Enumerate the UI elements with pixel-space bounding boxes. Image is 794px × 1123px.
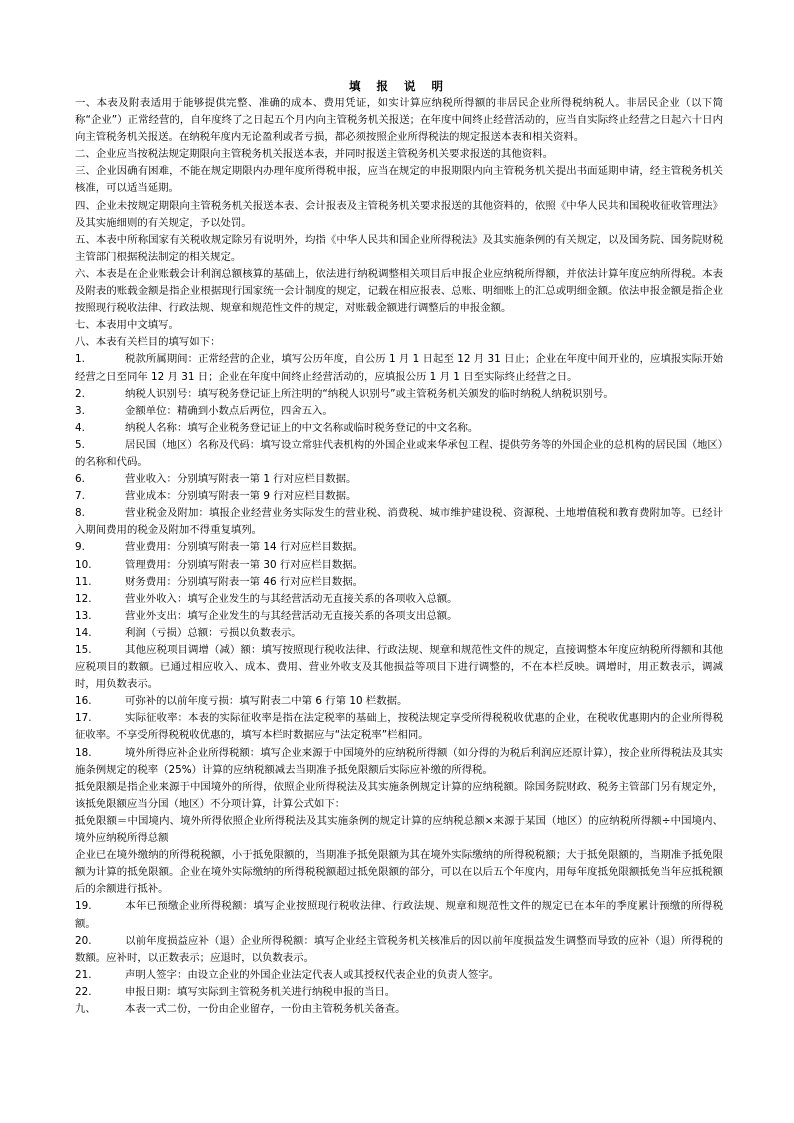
item-text: 本年已预缴企业所得税额：填写企业按照现行税收法律、行政法规、规章和规范性文件的规定已在本年的季度累计预缴的所得税额。 (75, 900, 723, 930)
list-item (75, 625, 723, 642)
item-number: 5. (75, 438, 85, 451)
intro-paragraph: 七、本表用中文填写。 (75, 319, 179, 332)
item-number: 7. (75, 490, 85, 503)
intro-paragraph: 四、企业未按规定期限向主管税务机关报送本表、会计报表及主管税务机关要求报送的其他资料的，依照《中华人民共和国税收征收管理法》及其实施细则的有关规定，予以处罚。 (75, 199, 723, 229)
list-item (75, 591, 723, 608)
item-text: 纳税人识别号：填写税务登记证上所注明的“纳税人识别号”或主管税务机关颁发的临时纳税人纳税识别号。 (125, 387, 614, 400)
item-text: 其他应税项目调增（减）额：填写按照现行税收法律、行政法规、规章和规范性文件的规定，直接调整本年度应纳税所得额和其他应税项目的数额。已通过相应收入、成本、费用、营业外收支及其他损益等项目下进行调整的，不在本栏反映。调增时，用正数表示，调减时，用负数表示。 (75, 644, 723, 691)
instructions-page (75, 78, 723, 1018)
item-text: 财务费用：分别填写附表一第 46 行对应栏目数据。 (125, 575, 364, 588)
section-nine-text: 本表一式二份，一份由企业留存，一份由主管税务机关备查。 (125, 1002, 406, 1015)
item-text: 营业税金及附加：填报企业经营业务实际发生的营业税、消费税、城市维护建设税、资源税、土地增值税和教育费附加等。已经计入期间费用的税金及附加不得重复填列。 (75, 507, 723, 537)
credit-paragraph: 抵免限额是指企业来源于中国境外的所得，依照企业所得税法及其实施条例规定计算的应纳税额。除国务院财政、税务主管部门另有规定外，该抵免限额应当分国（地区）不分项计算，计算公式如下： (75, 780, 723, 810)
item-number: 11. (75, 575, 92, 588)
item-text: 营业外支出：填写企业发生的与其经营活动无直接关系的各项支出总额。 (125, 609, 458, 622)
list-item (75, 557, 723, 574)
list-item (75, 471, 723, 488)
list-item (75, 745, 723, 779)
item-text: 居民国（地区）名称及代码：填写设立常驻代表机构的外国企业或来华承包工程、提供劳务等的外国企业的总机构的居民国（地区）的名称和代码。 (75, 438, 723, 468)
items-section (75, 351, 723, 778)
item-text: 声明人签字：由设立企业的外国企业法定代表人或其授权代表企业的负责人签字。 (125, 968, 500, 981)
item-number: 10. (75, 558, 92, 571)
list-item (75, 693, 723, 710)
list-item (75, 488, 723, 505)
list-item (75, 608, 723, 625)
item-number: 13. (75, 609, 92, 622)
item-text: 以前年度损益应补（退）企业所得税额：填写企业经主管税务机关核准后的因以前年度损益发生调整而导致的应补（退）所得税的数额。应补时，以正数表示；应退时，以负数表示。 (75, 934, 723, 964)
intro-paragraph: 二、企业应当按税法规定期限向主管税务机关报送本表，并同时报送主管税务机关要求报送的其他资料。 (75, 148, 553, 161)
item-text: 营业费用：分别填写附表一第 14 行对应栏目数据。 (125, 541, 364, 554)
intro-paragraph: 六、本表是在企业账载会计利润总额核算的基础上，依法进行纳税调整相关项目后申报企业应纳税所得额，并依法计算年度应纳所得税。本表及附表的账载金额是指企业根据现行国家统一会计制度的规定，记载在相应报表、总账、明细账上的汇总或明细金额。依法申报金额是指企业按照现行税收法律、行政法规、规章和规范性文件的规定，对账载金额进行调整后的申报金额。 (75, 267, 723, 315)
list-item (75, 539, 723, 556)
list-item (75, 984, 723, 1001)
list-item (75, 505, 723, 539)
item-number: 22. (75, 985, 92, 998)
item-number: 21. (75, 968, 92, 981)
item-number: 12. (75, 592, 92, 605)
list-item (75, 642, 723, 693)
item-number: 19. (75, 900, 92, 913)
list-item (75, 386, 723, 403)
item-text: 营业成本：分别填写附表一第 9 行对应栏目数据。 (125, 490, 357, 503)
item-number: 17. (75, 712, 92, 725)
item-number: 1. (75, 353, 85, 366)
list-item (75, 420, 723, 437)
intro-paragraph: 三、企业因确有困难，不能在规定期限内办理年度所得税申报，应当在规定的申报期限内向主管税务机关提出书面延期申请，经主管税务机关核准，可以适当延期。 (75, 165, 723, 195)
list-item (75, 351, 723, 385)
item-text: 申报日期：填写实际到主管税务机关进行纳税申报的当日。 (125, 985, 396, 998)
list-item (75, 967, 723, 984)
item-text: 管理费用：分别填写附表一第 30 行对应栏目数据。 (125, 558, 364, 571)
item-number: 8. (75, 507, 85, 520)
item-number: 18. (75, 746, 92, 759)
credit-paragraph: 抵免限额＝中国境内、境外所得依照企业所得税法及其实施条例的规定计算的应纳税总额×来源于某国（地区）的应纳税所得额÷中国境内、境外应纳税所得总额 (75, 814, 723, 845)
page-title: 填 报 说 明 (348, 79, 449, 93)
section-nine (75, 1001, 723, 1018)
list-item (75, 403, 723, 420)
list-item (75, 574, 723, 591)
item-number: 20. (75, 934, 92, 947)
credit-paragraph: 企业已在境外缴纳的所得税税额，小于抵免限额的，当期准予抵免限额为其在境外实际缴纳的所得税税额；大于抵免限额的，当期准予抵免限额为计算的抵免限额。企业在境外实际缴纳的所得税税额超过抵免限额的部分，可以在以后五个年度内，用每年度抵免限额抵免当年应抵税额后的余额进行抵补。 (75, 849, 723, 896)
intro-paragraph: 五、本表中所称国家有关税收规定除另有说明外，均指《中华人民共和国企业所得税法》及其实施条例的有关规定，以及国务院、国务院财税主管部门根据税法制定的相关规定。 (75, 233, 723, 263)
item-number: 15. (75, 644, 92, 656)
item-text: 境外所得应补企业所得税额：填写企业来源于中国境外的应纳税所得额（如分得的为税后利润应还原计算），按企业所得税法及其实施条例规定的税率（25%）计算的应纳税额减去当期准予抵免限额后实际应补缴的所得税。 (75, 746, 723, 776)
item-number: 16. (75, 695, 92, 708)
item-text: 可弥补的以前年度亏损：填写附表二中第 6 行第 10 栏数据。 (125, 695, 408, 708)
item-number: 2. (75, 387, 85, 400)
item-number: 14. (75, 626, 92, 639)
item-text: 税款所属期间：正常经营的企业，填写公历年度，自公历 1 月 1 日起至 12 月 31 日止；企业在年度中间开业的，应填报实际开始经营之日至同年 12 月 31 日；企业在年度中间终止经营活动的，应填报公历 1 月 1 日至实际终止经营之日。 (75, 353, 723, 383)
intro-section (75, 95, 723, 351)
intro-paragraph: 一、本表及附表适用于能够提供完整、准确的成本、费用凭证，如实计算应纳税所得额的非居民企业所得税纳税人。非居民企业（以下简称“企业”）正常经营的，自年度终了之日起五个月内向主管税务机关报送；在年度中间终止经营活动的，应当自实际终止经营之日起六十日内向主管税务机关报送。在纳税年度内无论盈利或者亏损，都必须按照企业所得税法的规定报送本表和相关资料。 (75, 97, 723, 144)
credit-limit-section (75, 779, 723, 899)
section-nine-number: 九、 (75, 1002, 96, 1015)
item-text: 金额单位：精确到小数点后两位，四舍五入。 (125, 404, 333, 417)
intro-paragraph: 八、本表有关栏目的填写如下： (75, 336, 221, 349)
item-number: 6. (75, 473, 85, 486)
item-text: 实际征收率：本表的实际征收率是指在法定税率的基础上，按税法规定享受所得税税收优惠的企业，在税收优惠期内的企业所得税征收率。不享受所得税税收优惠的，填写本栏时数据应与“法定税率”栏相同。 (75, 712, 723, 742)
items-tail-section (75, 898, 723, 1001)
item-number: 4. (75, 421, 85, 434)
item-text: 利润（亏损）总额：亏损以负数表示。 (125, 626, 302, 639)
list-item (75, 898, 723, 932)
item-text: 营业收入：分别填写附表一第 1 行对应栏目数据。 (125, 473, 357, 486)
item-number: 9. (75, 541, 85, 554)
list-item (75, 710, 723, 744)
list-item (75, 437, 723, 471)
item-text: 纳税人名称：填写企业税务登记证上的中文名称或临时税务登记的中文名称。 (125, 421, 479, 434)
item-text: 营业外收入：填写企业发生的与其经营活动无直接关系的各项收入总额。 (125, 592, 458, 605)
item-number: 3. (75, 404, 85, 417)
list-item (75, 933, 723, 967)
